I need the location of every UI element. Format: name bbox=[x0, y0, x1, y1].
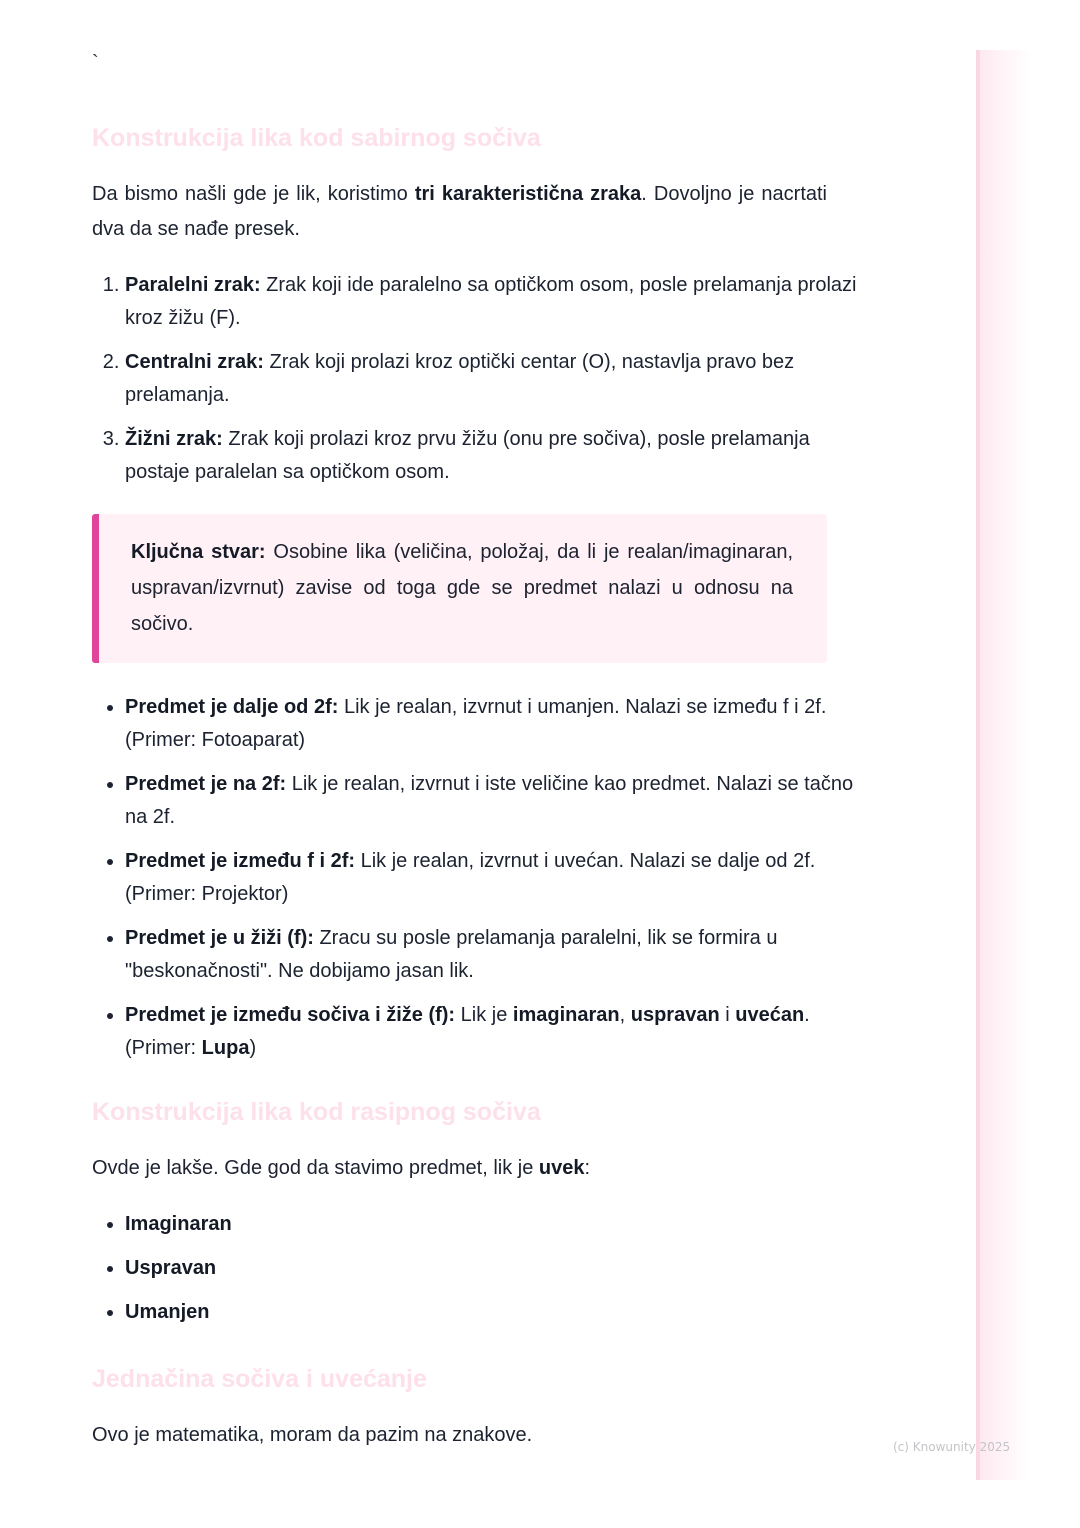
callout-text bbox=[131, 534, 793, 642]
list-item bbox=[125, 691, 860, 757]
callout-body: Osobine lika (veličina, položaj, da li je realan/imaginaran, uspravan/izvrnut) zavise od toga gde se predmet nalazi u odnosu na sočivo. bbox=[131, 541, 794, 635]
intro-bold: uvek bbox=[538, 1157, 585, 1179]
ray-text: Zrak koji prolazi kroz optički centar (O), nastavlja pravo bez prelamanja. bbox=[125, 351, 795, 406]
properties-list bbox=[92, 1208, 860, 1340]
list-item bbox=[125, 423, 860, 489]
stray-mark: ` bbox=[92, 52, 99, 74]
list-item bbox=[125, 845, 860, 911]
case-text: ) bbox=[249, 1037, 257, 1059]
ray-text: Zrak koji prolazi kroz prvu žižu (onu pre sočiva), posle prelamanja postaje paralelan sa optičkom osom. bbox=[125, 428, 810, 483]
case-text: , bbox=[619, 1004, 631, 1026]
case-text: Lik je realan, izvrnut i uvećan. Nalazi se dalje od 2f. (Primer: Projektor) bbox=[125, 850, 816, 905]
case-text: Lik je bbox=[455, 1004, 513, 1026]
list-item bbox=[125, 1208, 860, 1241]
case-bold: Lupa bbox=[201, 1037, 250, 1059]
ray-text: Zrak koji ide paralelno sa optičkom osom, posle prelamanja prolazi kroz žižu (F). bbox=[125, 274, 857, 329]
case-text: Zracu su posle prelamanja paralelni, lik se formira u "beskonačnosti". Ne dobijamo jasan lik. bbox=[125, 927, 778, 982]
list-item bbox=[125, 346, 860, 412]
key-point-callout bbox=[92, 514, 827, 663]
intro-text: Ovde je lakše. Gde god da stavimo predmet, lik je bbox=[92, 1157, 539, 1179]
case-bold: imaginaran bbox=[512, 1004, 620, 1026]
cases-list bbox=[92, 691, 860, 1076]
heading-sabirno: Konstrukcija lika kod sabirnog sočiva bbox=[92, 124, 541, 152]
intro-text-end: . Dovoljno je nacrtati dva da se nađe presek. bbox=[92, 183, 827, 240]
intro-text: Da bismo našli gde je lik, koristimo bbox=[92, 183, 415, 205]
case-term: Predmet je između sočiva i žiže (f): bbox=[125, 1004, 456, 1026]
rays-list bbox=[92, 269, 860, 500]
ray-term: Paralelni zrak: bbox=[125, 274, 261, 296]
intro-rasipno bbox=[92, 1151, 827, 1186]
heading-jednacina: Jednačina sočiva i uvećanje bbox=[92, 1365, 427, 1393]
property: Imaginaran bbox=[125, 1213, 232, 1235]
case-text: Lik je realan, izvrnut i iste veličine kao predmet. Nalazi se tačno na 2f. bbox=[125, 773, 854, 828]
list-item bbox=[125, 999, 860, 1065]
intro-jednacina: Ovo je matematika, moram da pazim na znakove. bbox=[92, 1424, 533, 1446]
case-term: Predmet je u žiži (f): bbox=[125, 927, 314, 949]
list-item bbox=[125, 922, 860, 988]
property: Uspravan bbox=[125, 1257, 217, 1279]
ray-term: Centralni zrak: bbox=[125, 351, 264, 373]
case-term: Predmet je dalje od 2f: bbox=[125, 696, 339, 718]
case-bold: uvećan bbox=[735, 1004, 805, 1026]
case-text: . (Primer: bbox=[125, 1004, 810, 1059]
ray-term: Žižni zrak: bbox=[125, 428, 223, 450]
list-item bbox=[125, 1296, 860, 1329]
page-side-line bbox=[976, 50, 980, 1480]
callout-term: Ključna stvar: bbox=[131, 541, 266, 563]
property: Umanjen bbox=[125, 1301, 210, 1323]
heading-rasipno: Konstrukcija lika kod rasipnog sočiva bbox=[92, 1098, 541, 1126]
intro-text-end: : bbox=[584, 1157, 591, 1179]
intro-bold: tri karakteristična zraka bbox=[414, 183, 642, 205]
list-item bbox=[125, 768, 860, 834]
case-term: Predmet je između f i 2f: bbox=[125, 850, 356, 872]
intro-sabirno bbox=[92, 177, 827, 247]
callout-accent-bar bbox=[92, 514, 99, 663]
list-item bbox=[125, 269, 860, 335]
page-side-bar bbox=[976, 50, 1032, 1480]
case-bold: uspravan bbox=[630, 1004, 720, 1026]
case-text: Lik je realan, izvrnut i umanjen. Nalazi se između f i 2f. (Primer: Fotoaparat) bbox=[125, 696, 827, 751]
case-text: i bbox=[719, 1004, 736, 1026]
list-item bbox=[125, 1252, 860, 1285]
case-term: Predmet je na 2f: bbox=[125, 773, 287, 795]
watermark: (c) Knowunity 2025 bbox=[893, 1440, 1011, 1454]
